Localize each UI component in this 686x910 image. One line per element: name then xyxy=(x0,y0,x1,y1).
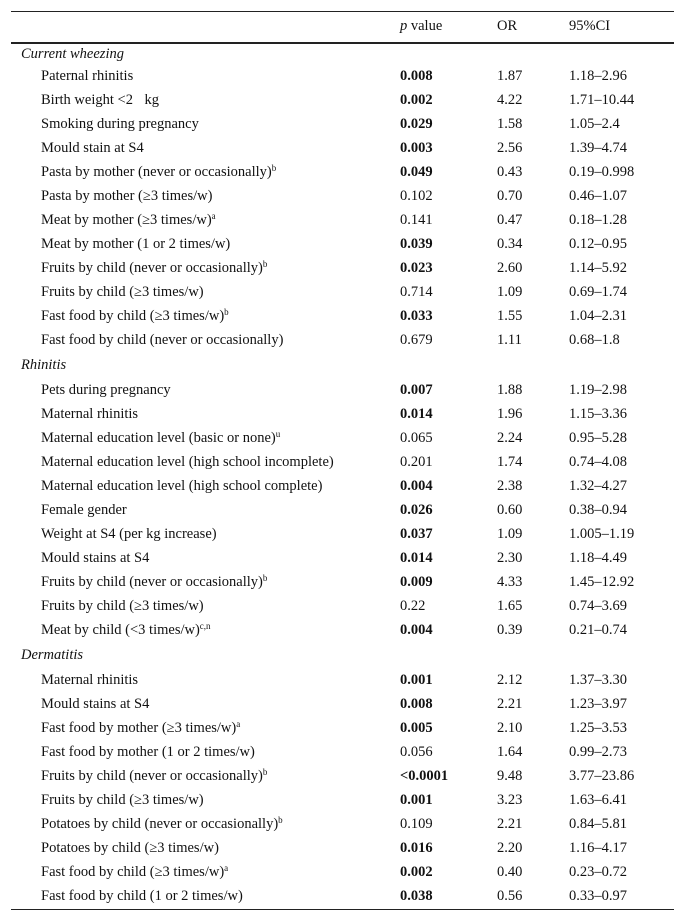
table-row xyxy=(11,209,674,233)
table-row xyxy=(11,499,674,523)
table-row xyxy=(11,451,674,475)
variable-cell xyxy=(11,65,400,89)
or-cell: 0.34 xyxy=(497,236,523,252)
p-value-cell: 0.056 xyxy=(400,744,433,760)
table-row xyxy=(11,595,674,619)
ci-cell: 0.74–4.08 xyxy=(569,454,627,470)
p-value-cell: 0.039 xyxy=(400,236,433,252)
footnote-marker: a xyxy=(236,719,241,729)
variable-label: Fruits by child (≥3 times/w) xyxy=(41,792,204,808)
or-cell: 0.43 xyxy=(497,164,523,180)
table-row xyxy=(11,113,674,137)
or-cell: 2.10 xyxy=(497,720,523,736)
variable-cell xyxy=(11,693,400,717)
variable-cell xyxy=(11,595,400,619)
or-cell: 1.96 xyxy=(497,406,523,422)
p-value-cell: 0.026 xyxy=(400,502,433,518)
table-row xyxy=(11,403,674,427)
variable-label: Maternal education level (high school incomplete) xyxy=(41,454,334,470)
ci-cell: 1.39–4.74 xyxy=(569,140,627,156)
variable-cell xyxy=(11,403,400,427)
ci-cell: 1.18–2.96 xyxy=(569,68,627,84)
footnote-marker: b xyxy=(278,815,283,825)
p-value-cell: 0.004 xyxy=(400,622,433,638)
variable-label: Mould stain at S4 xyxy=(41,140,144,156)
ci-cell: 0.99–2.73 xyxy=(569,744,627,760)
p-value-cell: 0.679 xyxy=(400,332,433,348)
table-row xyxy=(11,185,674,209)
variable-label: Maternal rhinitis xyxy=(41,672,139,688)
or-cell: 0.39 xyxy=(497,622,523,638)
or-cell: 0.70 xyxy=(497,188,523,204)
p-value-cell: 0.033 xyxy=(400,308,433,324)
variable-cell xyxy=(11,329,400,353)
variable-cell xyxy=(11,669,400,693)
p-value-cell: 0.009 xyxy=(400,574,433,590)
variable-label: Fast food by child (≥3 times/w) xyxy=(41,864,225,880)
section-header-row xyxy=(11,643,674,669)
or-cell: 2.60 xyxy=(497,260,523,276)
table-row xyxy=(11,523,674,547)
or-cell: 1.09 xyxy=(497,526,523,542)
table-row xyxy=(11,281,674,305)
p-value-cell: <0.0001 xyxy=(400,768,449,784)
p-value-cell: 0.714 xyxy=(400,284,433,300)
table-row xyxy=(11,89,674,113)
or-cell: 1.87 xyxy=(497,68,523,84)
variable-label: Meat by child (<3 times/w) xyxy=(41,622,200,638)
header-variable xyxy=(11,12,400,43)
variable-cell xyxy=(11,209,400,233)
or-cell: 2.12 xyxy=(497,672,523,688)
table-row xyxy=(11,475,674,499)
p-value-cell: 0.004 xyxy=(400,478,433,494)
variable-cell xyxy=(11,619,400,643)
ci-cell: 0.19–0.998 xyxy=(569,164,635,180)
variable-cell xyxy=(11,861,400,885)
ci-cell: 1.15–3.36 xyxy=(569,406,627,422)
variable-label: Meat by mother (≥3 times/w) xyxy=(41,212,212,228)
p-value-cell: 0.014 xyxy=(400,406,433,422)
p-value-cell: 0.007 xyxy=(400,382,433,398)
or-cell: 2.21 xyxy=(497,816,523,832)
table-header-row xyxy=(11,12,674,43)
or-cell: 2.21 xyxy=(497,696,523,712)
variable-cell xyxy=(11,885,400,910)
variable-label: Fruits by child (never or occasionally) xyxy=(41,574,263,590)
table-row xyxy=(11,305,674,329)
ci-cell: 1.16–4.17 xyxy=(569,840,627,856)
variable-label: Weight at S4 (per kg increase) xyxy=(41,526,217,542)
variable-label: Maternal education level (basic or none) xyxy=(41,430,276,446)
variable-cell xyxy=(11,281,400,305)
ci-cell: 1.14–5.92 xyxy=(569,260,627,276)
ci-cell: 0.38–0.94 xyxy=(569,502,627,518)
footnote-marker: a xyxy=(224,863,229,873)
ci-cell: 0.46–1.07 xyxy=(569,188,627,204)
p-value-cell: 0.003 xyxy=(400,140,433,156)
table-row xyxy=(11,765,674,789)
p-value-cell: 0.005 xyxy=(400,720,433,736)
variable-label: Mould stains at S4 xyxy=(41,550,150,566)
table-row xyxy=(11,571,674,595)
section-title: Dermatitis xyxy=(21,647,84,663)
table-row xyxy=(11,379,674,403)
variable-cell xyxy=(11,305,400,329)
p-value-cell: 0.002 xyxy=(400,864,433,880)
p-value-cell: 0.038 xyxy=(400,888,433,905)
ci-cell: 1.04–2.31 xyxy=(569,308,627,324)
variable-label: Fast food by child (never or occasionally) xyxy=(41,332,284,348)
ci-cell: 1.32–4.27 xyxy=(569,478,627,494)
variable-cell xyxy=(11,571,400,595)
variable-cell xyxy=(11,233,400,257)
footnote-marker: b xyxy=(224,307,229,317)
footnote-marker: b xyxy=(262,767,268,777)
p-value-cell: 0.016 xyxy=(400,840,433,856)
table-row xyxy=(11,837,674,861)
variable-cell xyxy=(11,113,400,137)
table-row xyxy=(11,885,674,910)
ci-cell: 1.005–1.19 xyxy=(569,526,635,542)
ci-cell: 0.21–0.74 xyxy=(569,622,627,638)
table-row xyxy=(11,619,674,643)
ci-cell: 0.12–0.95 xyxy=(569,236,627,252)
ci-cell: 0.68–1.8 xyxy=(569,332,620,348)
ci-cell: 1.63–6.41 xyxy=(569,792,627,808)
table-row xyxy=(11,669,674,693)
variable-label: Pets during pregnancy xyxy=(41,382,171,398)
variable-cell xyxy=(11,547,400,571)
variable-cell xyxy=(11,137,400,161)
table-row xyxy=(11,257,674,281)
variable-label: Meat by mother (1 or 2 times/w) xyxy=(41,236,231,252)
p-value-cell: 0.014 xyxy=(400,550,433,566)
variable-label: Fruits by child (never or occasionally) xyxy=(41,260,263,276)
variable-label: Pasta by mother (never or occasionally) xyxy=(41,164,272,180)
variable-cell xyxy=(11,89,400,113)
footnote-marker: c,n xyxy=(199,621,211,631)
ci-cell: 0.84–5.81 xyxy=(569,816,627,832)
odds-ratio-table xyxy=(11,11,674,910)
results-table-container xyxy=(11,11,674,910)
p-value-cell: 0.008 xyxy=(400,696,433,712)
variable-label: Potatoes by child (never or occasionally) xyxy=(41,816,279,832)
p-value-cell: 0.22 xyxy=(400,598,426,614)
table-row xyxy=(11,861,674,885)
ci-cell: 1.25–3.53 xyxy=(569,720,627,736)
variable-cell xyxy=(11,451,400,475)
section-header-row xyxy=(11,353,674,379)
section-header-row xyxy=(11,43,674,65)
ci-cell: 0.69–1.74 xyxy=(569,284,627,300)
or-cell: 9.48 xyxy=(497,768,523,784)
variable-cell xyxy=(11,813,400,837)
p-value-cell: 0.037 xyxy=(400,526,433,542)
variable-cell xyxy=(11,717,400,741)
or-cell: 2.56 xyxy=(497,140,523,156)
variable-cell xyxy=(11,741,400,765)
p-value-cell: 0.008 xyxy=(400,68,433,84)
variable-cell xyxy=(11,499,400,523)
footnote-marker: b xyxy=(262,573,268,583)
variable-cell xyxy=(11,427,400,451)
variable-label: Pasta by mother (≥3 times/w) xyxy=(41,188,213,204)
p-value-cell: 0.065 xyxy=(400,430,433,446)
or-cell: 2.30 xyxy=(497,550,523,566)
variable-label: Fast food by mother (≥3 times/w) xyxy=(41,720,237,736)
header-or: OR xyxy=(497,18,518,35)
ci-cell: 1.37–3.30 xyxy=(569,672,627,688)
variable-label: Potatoes by child (≥3 times/w) xyxy=(41,840,219,856)
p-value-cell: 0.102 xyxy=(400,188,433,204)
variable-label: Smoking during pregnancy xyxy=(41,116,199,132)
ci-cell: 1.71–10.44 xyxy=(569,92,635,108)
table-row xyxy=(11,427,674,451)
table-row xyxy=(11,65,674,89)
or-cell: 1.65 xyxy=(497,598,523,614)
footnote-marker: u xyxy=(275,429,281,439)
p-value-cell: 0.001 xyxy=(400,672,433,688)
variable-cell xyxy=(11,257,400,281)
or-cell: 1.88 xyxy=(497,382,523,398)
variable-cell xyxy=(11,837,400,861)
variable-cell xyxy=(11,161,400,185)
table-body xyxy=(11,43,674,910)
ci-cell: 1.23–3.97 xyxy=(569,696,627,712)
table-row xyxy=(11,813,674,837)
variable-label: Birth weight <2 kg xyxy=(41,92,160,108)
p-value-cell: 0.109 xyxy=(400,816,433,832)
or-cell: 1.11 xyxy=(497,332,522,348)
or-cell: 3.23 xyxy=(497,792,523,808)
variable-label: Fruits by child (≥3 times/w) xyxy=(41,284,204,300)
ci-cell: 1.45–12.92 xyxy=(569,574,635,590)
p-value-cell: 0.141 xyxy=(400,212,433,228)
variable-cell xyxy=(11,379,400,403)
variable-cell xyxy=(11,475,400,499)
variable-label: Female gender xyxy=(41,502,127,518)
variable-label: Fast food by mother (1 or 2 times/w) xyxy=(41,744,255,760)
variable-label: Maternal education level (high school complete) xyxy=(41,478,323,494)
ci-cell: 0.95–5.28 xyxy=(569,430,627,446)
or-cell: 1.74 xyxy=(497,454,523,470)
p-value-cell: 0.049 xyxy=(400,164,433,180)
p-value-cell: 0.002 xyxy=(400,92,433,108)
p-value-cell: 0.201 xyxy=(400,454,433,470)
or-cell: 0.56 xyxy=(497,888,523,905)
table-row xyxy=(11,741,674,765)
table-row xyxy=(11,789,674,813)
section-title: Rhinitis xyxy=(21,357,67,373)
ci-cell: 0.74–3.69 xyxy=(569,598,627,614)
variable-label: Fast food by child (≥3 times/w) xyxy=(41,308,225,324)
variable-label: Fast food by child (1 or 2 times/w) xyxy=(41,888,243,905)
footnote-marker: b xyxy=(262,259,268,269)
table-row xyxy=(11,717,674,741)
table-row xyxy=(11,329,674,353)
table-row xyxy=(11,547,674,571)
section-title: Current wheezing xyxy=(21,45,124,62)
header-p-value: p value xyxy=(400,18,443,35)
ci-cell: 0.23–0.72 xyxy=(569,864,627,880)
or-cell: 1.09 xyxy=(497,284,523,300)
or-cell: 0.60 xyxy=(497,502,523,518)
variable-label: Paternal rhinitis xyxy=(41,68,134,84)
variable-label: Fruits by child (≥3 times/w) xyxy=(41,598,204,614)
table-row xyxy=(11,161,674,185)
ci-cell: 0.33–0.97 xyxy=(569,888,627,905)
variable-label: Mould stains at S4 xyxy=(41,696,150,712)
ci-cell: 1.05–2.4 xyxy=(569,116,620,132)
variable-label: Maternal rhinitis xyxy=(41,406,139,422)
p-value-cell: 0.023 xyxy=(400,260,433,276)
variable-cell xyxy=(11,789,400,813)
or-cell: 0.47 xyxy=(497,212,523,228)
variable-cell xyxy=(11,523,400,547)
or-cell: 1.55 xyxy=(497,308,523,324)
or-cell: 2.38 xyxy=(497,478,523,494)
table-row xyxy=(11,693,674,717)
variable-label: Fruits by child (never or occasionally) xyxy=(41,768,263,784)
p-value-cell: 0.001 xyxy=(400,792,433,808)
ci-cell: 0.18–1.28 xyxy=(569,212,627,228)
variable-cell xyxy=(11,185,400,209)
or-cell: 2.20 xyxy=(497,840,523,856)
variable-cell xyxy=(11,765,400,789)
ci-cell: 1.18–4.49 xyxy=(569,550,627,566)
or-cell: 4.33 xyxy=(497,574,523,590)
footnote-marker: b xyxy=(271,163,277,173)
or-cell: 1.64 xyxy=(497,744,523,760)
or-cell: 4.22 xyxy=(497,92,523,108)
p-value-cell: 0.029 xyxy=(400,116,433,132)
header-ci: 95%CI xyxy=(569,18,611,35)
footnote-marker: a xyxy=(211,211,216,221)
or-cell: 1.58 xyxy=(497,116,523,132)
table-row xyxy=(11,233,674,257)
ci-cell: 3.77–23.86 xyxy=(569,768,635,784)
table-row xyxy=(11,137,674,161)
ci-cell: 1.19–2.98 xyxy=(569,382,627,398)
or-cell: 2.24 xyxy=(497,430,523,446)
or-cell: 0.40 xyxy=(497,864,523,880)
